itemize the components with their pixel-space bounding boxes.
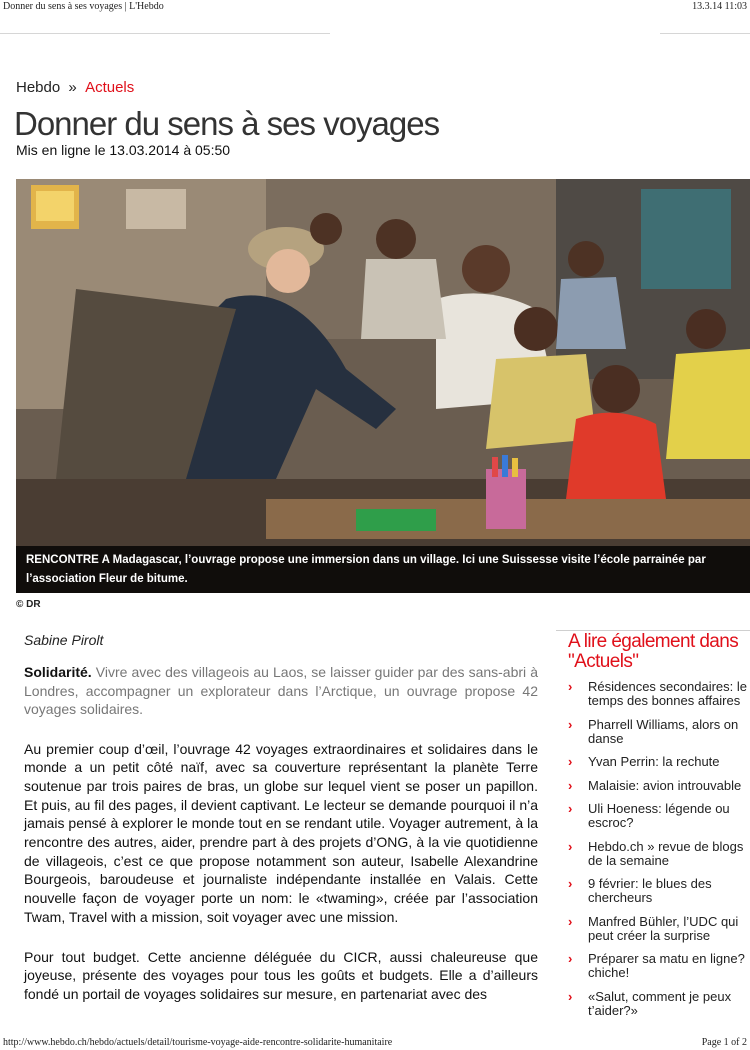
chevron-right-icon: ›: [568, 716, 573, 732]
article-author: Sabine Pirolt: [24, 632, 104, 648]
chevron-right-icon: ›: [568, 913, 573, 929]
related-item[interactable]: [568, 915, 750, 943]
related-item-link[interactable]: 9 février: le blues des chercheurs: [588, 876, 712, 905]
related-item-link[interactable]: «Salut, comment je peux t’aider?»: [588, 988, 732, 1018]
print-footer: [0, 1036, 750, 1050]
photo-credit: © DR: [16, 599, 41, 610]
header-divider-left: [0, 33, 330, 34]
print-header: [0, 0, 750, 14]
article-paragraph: Au premier coup d’œil, l’ouvrage 42 voyages extraordinaires et solidaires dans le monde a un petit côté naïf, avec sa couverture représentant la planète Terre soutenue par trois paires de bras, un globe sur lequel vient se poser un papillon. Et puis, au fil des pages, il devient captivant. Le lecteur se demande pourquoi il n’a jamais pensé à explorer le monde tout en se rendant utile. Voyager autrement, à la rencontre des autres, aider, prendre part à des projets d’ONG, à la vie quotidienne de villageois, c’est ce que propose notamment son auteur, Isabelle Alexandrine Bourgeois, baroudeuse et journaliste indépendante installée en Valais. Cette nouvelle façon de voyager porte un nom: le «twaming», créée par l’association Twam, Travel with a mission, soit voyager avec une mission.: [24, 740, 538, 925]
header-divider-right: [660, 33, 750, 34]
related-item[interactable]: [568, 718, 750, 746]
chevron-right-icon: ›: [568, 777, 573, 793]
chevron-right-icon: ›: [568, 838, 573, 854]
publication-date: Mis en ligne le 13.03.2014 à 05:50: [16, 142, 231, 158]
related-item-link[interactable]: Préparer sa matu en ligne? chiche!: [588, 951, 745, 980]
related-list: [556, 680, 750, 1018]
breadcrumb-section-link[interactable]: Actuels: [85, 79, 135, 96]
related-item-link[interactable]: Malaisie: avion introuvable: [588, 777, 742, 793]
page-title: Donner du sens à ses voyages: [14, 105, 440, 142]
chevron-right-icon: ›: [568, 754, 573, 769]
print-footer-url: http://www.hebdo.ch/hebdo/actuels/detail/tourisme-voyage-aide-rencontre-solidarite-humanitaire: [3, 1037, 393, 1048]
chevron-right-icon: ›: [568, 951, 573, 966]
related-item[interactable]: [568, 952, 750, 980]
related-item-link[interactable]: Yvan Perrin: la rechute: [588, 754, 720, 769]
related-item-link[interactable]: Manfred Bühler, l’UDC qui peut créer la surprise: [588, 913, 739, 943]
related-articles-sidebar: [556, 630, 750, 1027]
breadcrumb-home-link[interactable]: Hebdo: [16, 79, 61, 96]
lead-kicker: Solidarité.: [24, 664, 92, 680]
lead-text: Vivre avec des villageois au Laos, se laisser guider par des sans-abri à Londres, accompagner un explorateur dans l’Arctique, un ouvrage propose 42 voyages solidaires.: [24, 664, 538, 717]
related-item-link[interactable]: Pharrell Williams, alors on danse: [588, 716, 739, 746]
related-item[interactable]: [568, 779, 750, 793]
article-body: [24, 630, 538, 1004]
article-paragraph: Pour tout budget. Cette ancienne déléguée du CICR, aussi chaleureuse que joyeuse, présente des voyages pour tous les goûts et budgets. Elle a d’ailleurs fondé un portail de voyages solidaires sur mesure, en partenariat avec des: [24, 948, 538, 1002]
related-item-link[interactable]: Hebdo.ch » revue de blogs de la semaine: [588, 838, 744, 868]
related-item[interactable]: [568, 990, 750, 1018]
article-photo: [16, 179, 750, 593]
print-footer-page: Page 1 of 2: [701, 1037, 747, 1048]
sidebar-title: A lire également dans "Actuels": [568, 631, 739, 672]
chevron-right-icon: ›: [568, 801, 573, 816]
breadcrumb-separator: »: [68, 79, 77, 96]
related-item[interactable]: [568, 680, 750, 708]
classroom-photo-illustration: [16, 179, 750, 593]
photo-caption: RENCONTRE A Madagascar, l’ouvrage propose une immersion dans un village. Ici une Suissesse visite l’école parrainée par l’association Fleur de bitume.: [16, 546, 750, 593]
breadcrumb: [16, 79, 134, 96]
related-item-link[interactable]: Résidences secondaires: le temps des bonnes affaires: [588, 679, 747, 708]
related-item[interactable]: [568, 755, 750, 769]
chevron-right-icon: ›: [568, 988, 573, 1004]
chevron-right-icon: ›: [568, 876, 573, 891]
related-item[interactable]: [568, 840, 750, 868]
print-header-date: 13.3.14 11:03: [692, 1, 747, 12]
chevron-right-icon: ›: [568, 679, 573, 694]
print-header-title: Donner du sens à ses voyages | L'Hebdo: [3, 1, 164, 12]
article-lead: [24, 663, 538, 719]
related-item-link[interactable]: Uli Hoeness: légende ou escroc?: [588, 801, 730, 830]
related-item[interactable]: [568, 802, 750, 830]
related-item[interactable]: [568, 877, 750, 905]
